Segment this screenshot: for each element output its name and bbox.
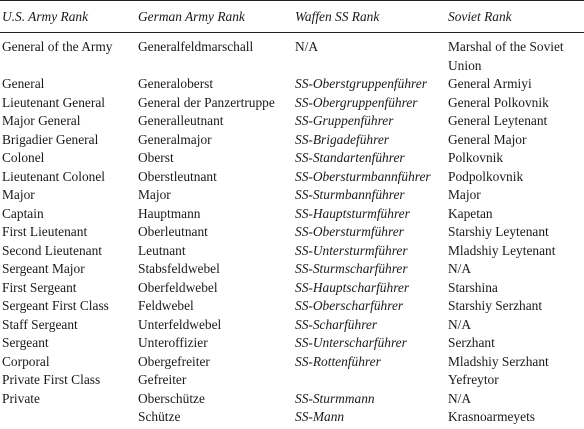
cell-soviet-rank: Podpolkovnik	[448, 168, 524, 184]
cell-us-rank: Lieutenant Colonel	[2, 168, 106, 184]
cell-us-rank: Corporal	[2, 353, 50, 369]
cell-ss-rank: N/A	[295, 39, 319, 54]
cell-german-rank: Oberfeldwebel	[138, 279, 218, 295]
cell-us-rank: First Lieutenant	[2, 224, 88, 239]
cell-us-rank: Colonel	[2, 150, 45, 165]
cell-ss-rank: SS-Oberscharführer	[295, 298, 404, 313]
cell-ss-rank: SS-Mann	[295, 409, 345, 424]
cell-german-rank: Oberstleutnant	[138, 168, 217, 184]
table-row	[0, 242, 584, 261]
cell-us-rank: Staff Sergeant	[2, 316, 78, 332]
cell-soviet-rank: Marshal of the Soviet Union	[448, 39, 564, 73]
table-row	[0, 112, 584, 131]
cell-soviet-rank: Starshiy Leytenant	[448, 224, 549, 239]
cell-ss-rank: SS-Scharführer	[295, 316, 378, 332]
cell-us-rank: Private First Class	[2, 372, 101, 387]
cell-german-rank: Generalmajor	[138, 131, 212, 147]
cell-us-rank: Sergeant	[2, 335, 49, 350]
cell-german-rank: Oberschütze	[138, 390, 205, 406]
cell-us-rank: Sergeant First Class	[2, 298, 109, 313]
cell-ss-rank: SS-Standartenführer	[295, 150, 405, 165]
cell-soviet-rank: N/A	[448, 390, 472, 406]
cell-us-rank: First Sergeant	[2, 279, 77, 295]
cell-soviet-rank: Polkovnik	[448, 150, 504, 165]
cell-us-rank: Major General	[2, 113, 81, 128]
table-row	[0, 131, 584, 150]
header-soviet: Soviet Rank	[448, 9, 512, 24]
table-row	[0, 223, 584, 242]
cell-soviet-rank: Starshiy Serzhant	[448, 298, 543, 313]
cell-german-rank: Unteroffizier	[138, 335, 208, 350]
table-row	[0, 94, 584, 113]
table-row	[0, 390, 584, 409]
cell-soviet-rank: General Major	[448, 131, 527, 147]
table-row	[0, 205, 584, 224]
cell-german-rank: Major	[138, 187, 171, 202]
cell-german-rank: Hauptmann	[138, 205, 201, 221]
cell-soviet-rank: N/A	[448, 316, 472, 332]
cell-ss-rank: SS-Hauptsturmführer	[295, 205, 410, 221]
cell-soviet-rank: Krasnoarmeyets	[448, 409, 536, 424]
cell-soviet-rank: Kapetan	[448, 205, 493, 221]
cell-german-rank: Schütze	[138, 409, 181, 424]
table-row	[0, 260, 584, 279]
cell-german-rank: Feldwebel	[138, 298, 194, 313]
cell-us-rank: Brigadier General	[2, 131, 99, 147]
cell-soviet-rank: N/A	[448, 261, 472, 276]
cell-soviet-rank: Mladshiy Serzhant	[448, 353, 549, 369]
cell-soviet-rank: Serzhant	[448, 335, 495, 350]
cell-german-rank: Unterfeldwebel	[138, 316, 222, 332]
cell-us-rank: Private	[2, 390, 40, 406]
header-waffen-ss: Waffen SS Rank	[295, 9, 380, 24]
cell-soviet-rank: Major	[448, 187, 481, 202]
cell-us-rank: General of the Army	[2, 39, 113, 54]
cell-ss-rank: SS-Unterscharführer	[295, 335, 407, 350]
cell-us-rank: Sergeant Major	[2, 261, 85, 276]
cell-ss-rank: SS-Sturmmann	[295, 390, 375, 406]
cell-german-rank: Obergefreiter	[138, 353, 210, 369]
cell-german-rank: Generalfeldmarschall	[138, 39, 254, 54]
cell-soviet-rank: General Armiyi	[448, 76, 532, 91]
table-row	[0, 168, 584, 187]
cell-ss-rank: SS-Obersturmführer	[295, 224, 404, 239]
cell-us-rank: Second Lieutenant	[2, 242, 103, 258]
cell-soviet-rank: Starshina	[448, 279, 498, 295]
table-body	[0, 33, 584, 427]
cell-german-rank: Stabsfeldwebel	[138, 261, 220, 276]
cell-german-rank: Generalleutnant	[138, 113, 224, 128]
table-row	[0, 353, 584, 372]
cell-german-rank: Oberleutnant	[138, 224, 208, 239]
table-row	[0, 408, 584, 427]
cell-ss-rank: SS-Rottenführer	[295, 353, 381, 369]
table-row	[0, 38, 584, 75]
cell-ss-rank: SS-Gruppenführer	[295, 113, 394, 128]
table-row	[0, 186, 584, 205]
cell-us-rank: Lieutenant General	[2, 94, 105, 110]
header-german-army: German Army Rank	[138, 9, 245, 24]
cell-ss-rank: SS-Obersturmbannführer	[295, 168, 431, 184]
cell-soviet-rank: Mladshiy Leytenant	[448, 242, 556, 258]
cell-us-rank: Captain	[2, 205, 44, 221]
cell-german-rank: General der Panzertruppe	[138, 94, 275, 110]
table-row	[0, 334, 584, 353]
cell-ss-rank: SS-Brigadeführer	[295, 131, 389, 147]
table-row	[0, 75, 584, 94]
cell-german-rank: Generaloberst	[138, 76, 214, 91]
cell-ss-rank: SS-Untersturmführer	[295, 242, 408, 258]
cell-soviet-rank: General Polkovnik	[448, 94, 549, 110]
cell-soviet-rank: General Leytenant	[448, 113, 548, 128]
cell-german-rank: Leutnant	[138, 242, 186, 258]
table-row	[0, 371, 584, 390]
cell-german-rank: Oberst	[138, 150, 174, 165]
cell-ss-rank: SS-Obergruppenführer	[295, 94, 418, 110]
cell-ss-rank: SS-Sturmbannführer	[295, 187, 405, 202]
cell-soviet-rank: Yefreytor	[448, 372, 499, 387]
header-us-army: U.S. Army Rank	[2, 9, 89, 24]
cell-ss-rank: SS-Sturmscharführer	[295, 261, 408, 276]
cell-us-rank: Major	[2, 187, 35, 202]
table-row	[0, 279, 584, 298]
table-row	[0, 297, 584, 316]
table-row	[0, 149, 584, 168]
cell-ss-rank: SS-Oberstgruppenführer	[295, 76, 427, 91]
table-header	[0, 1, 584, 32]
cell-us-rank: General	[2, 76, 45, 91]
table-row	[0, 316, 584, 335]
cell-german-rank: Gefreiter	[138, 372, 187, 387]
cell-ss-rank: SS-Hauptscharführer	[295, 279, 410, 295]
